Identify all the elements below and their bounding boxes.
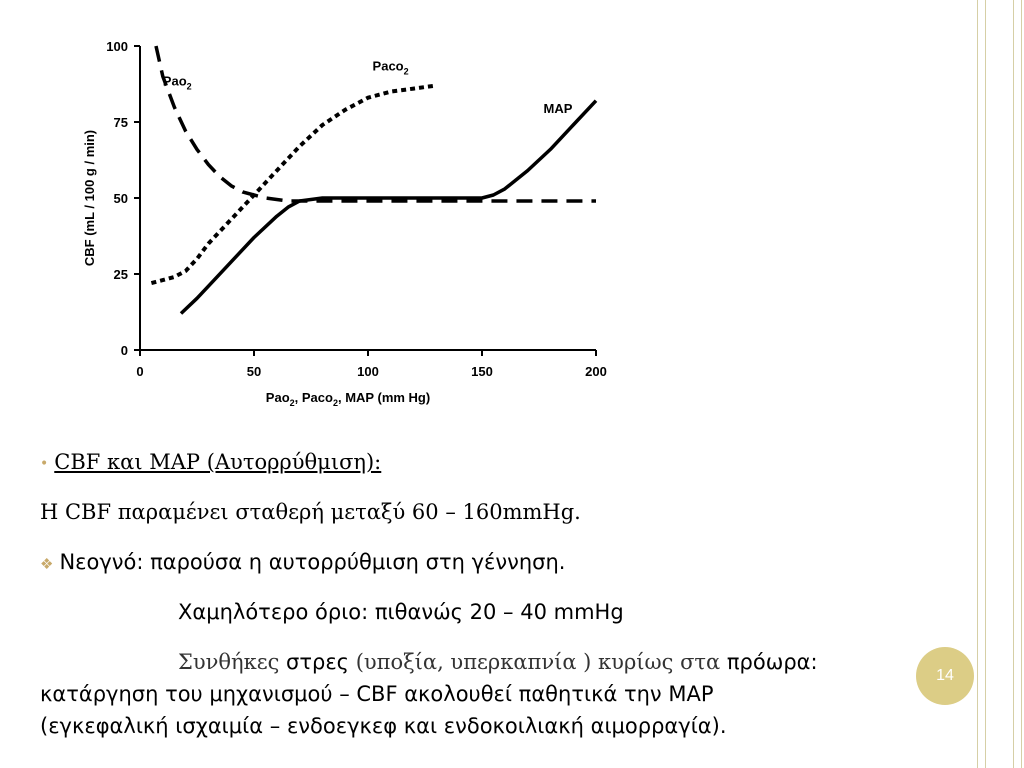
x-label-subscript: 2 [289,398,295,408]
series-label-paco2 [373,58,409,76]
y-axis-label: CBF (mL / 100 g / min) [82,129,97,267]
line-passive-text: κατάργηση του μηχανισμού – CBF ακολουθεί παθητικά την ΜΑΡ [40,682,714,706]
series-label-pao2 [163,74,192,92]
bullet-dot: • [40,455,49,472]
series-label-map [544,101,573,116]
decor-rule-1 [977,0,978,768]
x-axis-label [266,390,430,408]
decor-rule-4 [1021,0,1022,768]
line-neonate-text: Νεογνό: παρούσα η αυτορρύθμιση στη γέννηση. [59,550,566,574]
y-tick-label: 75 [113,115,128,130]
line-neonate [40,550,565,574]
line-cbf-range [40,500,581,524]
series-label-main: Paco [372,58,404,74]
line-stress-d: πρόωρα: [726,650,818,674]
diamond-bullet-icon: ❖ [40,555,54,573]
x-label-part: , [294,390,302,405]
x-label-part: MAP [345,390,378,405]
line-stress [178,650,818,674]
series-label-main: MAP [543,100,573,116]
line-stress-b: στρες [286,650,350,674]
y-tick-label: 0 [120,343,128,358]
line-stress-c: (υποξία, υπερκαπνία ) κυρίως στα [349,650,727,674]
x-label-part: (mm Hg) [377,390,431,405]
line-cbf-range-text: Η CBF παραμένει σταθερή μεταξύ 60 – 160mmHg. [40,500,581,524]
line-lower-limit-text: Χαμηλότερο όριο: πιθανώς 20 – 40 mmHg [178,600,624,624]
x-tick-label: 50 [246,364,262,379]
series-label-main: Pao [162,73,187,89]
x-tick-label: 0 [136,364,144,379]
decor-rule-3 [1013,0,1014,768]
x-label-part: Pao [265,390,290,405]
heading: CBF και ΜΑΡ (Αυτορρύθμιση): [54,450,382,474]
line-passive [40,682,713,706]
page-number-badge: 14 [916,647,974,705]
line-hemorrhage [40,714,727,738]
y-tick-label: 50 [113,191,128,206]
x-label-part: Paco [301,390,333,405]
cbf-chart-svg [76,38,614,408]
x-label-subscript: 2 [332,398,338,408]
x-tick-label: 200 [585,364,607,379]
x-tick-label: 150 [471,364,493,379]
series-label-subscript: 2 [403,66,409,77]
series-label-subscript: 2 [186,81,192,92]
decor-rule-2 [985,0,986,768]
line-stress-a: Συνθήκες [178,650,287,674]
heading-bullet [40,450,381,474]
y-tick-label: 100 [106,39,128,54]
cbf-chart [76,38,614,408]
line-lower-limit [178,600,624,624]
series-line-paco2 [151,86,436,284]
x-tick-label: 100 [357,364,379,379]
x-label-part: , [337,390,346,405]
y-tick-label: 25 [113,267,128,282]
line-hemorrhage-text: (εγκεφαλική ισχαιμία – ενδοεγκεφ και ενδοκοιλιακή αιμορραγία). [40,714,727,738]
series-line-map [181,101,596,314]
